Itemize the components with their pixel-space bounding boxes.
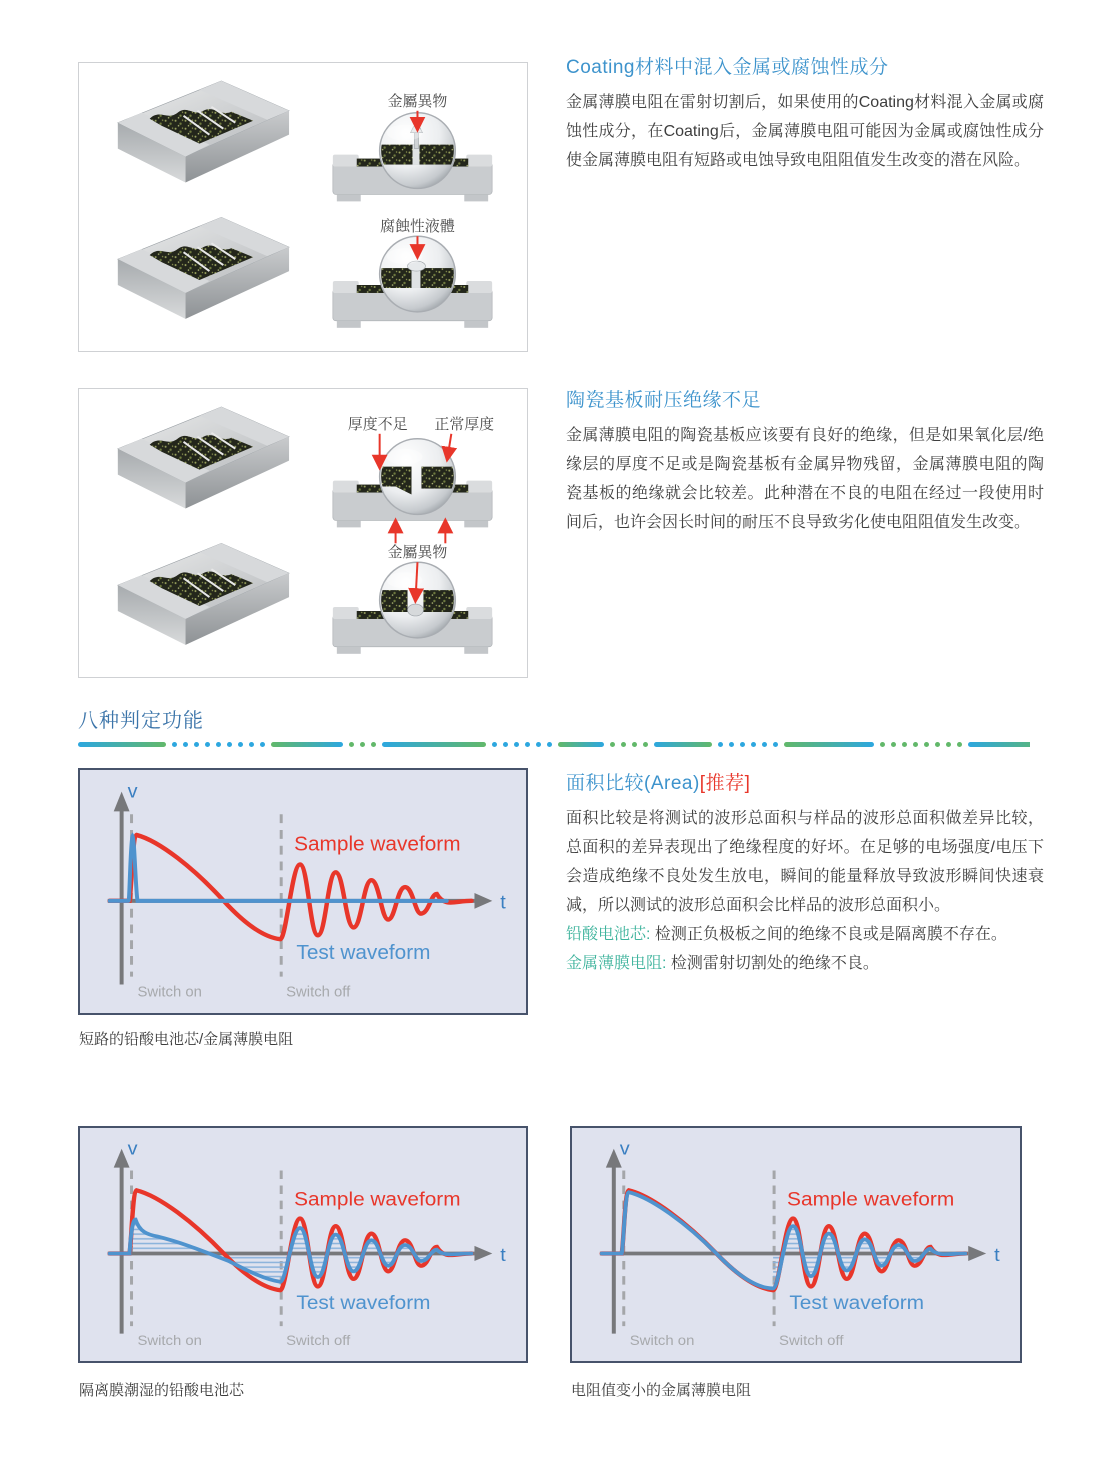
figure-label-normal-thickness: 正常厚度 <box>434 415 495 433</box>
t-axis-arrow-icon <box>474 1246 492 1261</box>
sample-waveform-label: Sample waveform <box>787 1188 955 1211</box>
t-axis-label: t <box>500 891 506 914</box>
divider-dot <box>536 742 541 747</box>
divider-dot <box>360 742 365 747</box>
waveform-chart-short-circuit <box>78 768 528 1015</box>
switch-on-label: Switch on <box>137 1333 202 1349</box>
note-metal-film-label: 金属薄膜电阻: <box>566 955 667 972</box>
divider-dot <box>773 742 778 747</box>
divider-dot <box>205 742 210 747</box>
divider-dash <box>558 742 604 747</box>
ceramic-heading: 陶瓷基板耐压绝缘不足 <box>566 390 762 411</box>
sample-waveform-label: Sample waveform <box>294 1188 461 1211</box>
coating-text-block <box>566 52 1044 175</box>
v-axis-label: v <box>127 780 138 803</box>
v-axis-label: v <box>127 1137 138 1160</box>
divider-dot <box>891 742 896 747</box>
divider-dot <box>194 742 199 747</box>
t-axis-label: t <box>500 1244 506 1266</box>
area-heading <box>566 768 1044 795</box>
figure-label-insufficient-thickness: 厚度不足 <box>347 415 408 433</box>
note-lead-acid <box>566 920 1044 949</box>
divider-dash <box>78 742 166 747</box>
divider-dot <box>902 742 907 747</box>
ceramic-body: 金属薄膜电阻的陶瓷基板应该要有良好的绝缘，但是如果氧化层/绝缘层的厚度不足或是陶瓷基板有金属异物残留，金属薄膜电阻的陶瓷基板的绝缘就会比较差。此种潜在不良的电阻在经过一段使用时间后，也许会因长时间的耐压不良导致劣化使电阻阻值发生改变。 <box>566 427 1044 531</box>
switch-on-label: Switch on <box>137 984 202 1001</box>
chart3-caption: 电阻值变小的金属薄膜电阻 <box>571 1382 752 1399</box>
area-comparison-text-block <box>566 768 1044 978</box>
waveform-chart-wet-separator <box>78 1126 528 1363</box>
waveform-plot <box>80 1128 526 1361</box>
divider-dash <box>382 742 486 747</box>
t-axis-label: t <box>994 1244 1000 1266</box>
waveform-plot <box>80 770 526 1013</box>
test-waveform-label: Test waveform <box>296 1292 431 1314</box>
divider-dot <box>525 742 530 747</box>
t-axis-arrow-icon <box>474 893 492 909</box>
divider-dot <box>913 742 918 747</box>
divider-dot <box>740 742 745 747</box>
coating-heading: Coating材料中混入金属或腐蚀性成分 <box>566 57 889 78</box>
divider-dash <box>784 742 874 747</box>
waveform-chart-reduced-resistance <box>570 1126 1022 1363</box>
divider-dot <box>762 742 767 747</box>
section-title: 八种判定功能 <box>78 710 204 732</box>
divider-dot <box>957 742 962 747</box>
divider-dot <box>172 742 177 747</box>
divider-dot <box>880 742 885 747</box>
chart1-caption: 短路的铅酸电池芯/金属薄膜电阻 <box>79 1031 294 1048</box>
figure-label-metal-foreign: 金屬異物 <box>387 92 448 110</box>
divider-dot <box>547 742 552 747</box>
divider-dot <box>718 742 723 747</box>
figure-ceramic-defects <box>78 388 528 678</box>
divider-dot <box>924 742 929 747</box>
divider-dot <box>621 742 626 747</box>
chart2-caption: 隔离膜潮湿的铅酸电池芯 <box>79 1382 245 1399</box>
divider-dot <box>249 742 254 747</box>
divider-dash <box>968 742 1030 747</box>
divider-dot <box>751 742 756 747</box>
t-axis-arrow-icon <box>968 1246 986 1261</box>
coating-illustration <box>79 63 527 352</box>
area-heading-main: 面积比较(Area) <box>566 773 700 794</box>
divider-dot <box>729 742 734 747</box>
v-axis-label: v <box>619 1137 630 1160</box>
figure-label-corrosive-liquid: 腐蝕性液體 <box>380 218 455 236</box>
divider-dot <box>643 742 648 747</box>
sample-waveform-label: Sample waveform <box>294 832 461 856</box>
figure-label-metal-foreign-2: 金屬異物 <box>387 544 448 562</box>
note-metal-film <box>566 949 1044 978</box>
divider-dot <box>349 742 354 747</box>
divider-dot <box>183 742 188 747</box>
note-lead-acid-label: 铅酸电池芯: <box>566 926 651 943</box>
divider-dot <box>946 742 951 747</box>
divider-dot <box>492 742 497 747</box>
test-waveform-label: Test waveform <box>789 1292 925 1314</box>
divider-dot <box>514 742 519 747</box>
divider-dot <box>260 742 265 747</box>
note-lead-acid-text: 检测正负极板之间的绝缘不良或是隔离膜不存在。 <box>650 926 1007 943</box>
divider-dot <box>238 742 243 747</box>
divider-dot <box>371 742 376 747</box>
divider-dot <box>935 742 940 747</box>
test-waveform-label: Test waveform <box>296 940 431 964</box>
switch-off-label: Switch off <box>286 1333 351 1349</box>
ceramic-text-block <box>566 385 1044 537</box>
divider-dot <box>216 742 221 747</box>
divider-dot <box>610 742 615 747</box>
divider-dash <box>654 742 712 747</box>
waveform-plot <box>572 1128 1020 1361</box>
note-metal-film-text: 检测雷射切割处的绝缘不良。 <box>666 955 879 972</box>
switch-off-label: Switch off <box>286 984 351 1001</box>
decorative-divider <box>78 741 1030 747</box>
switch-on-label: Switch on <box>629 1333 695 1349</box>
divider-dot <box>503 742 508 747</box>
divider-dot <box>227 742 232 747</box>
divider-dot <box>632 742 637 747</box>
figure-coating-defects <box>78 62 528 352</box>
coating-body: 金属薄膜电阻在雷射切割后，如果使用的Coating材料混入金属或腐蚀性成分，在Coating后，金属薄膜电阻可能因为金属或腐蚀性成分使金属薄膜电阻有短路或电蚀导致电阻阻值发生改变的潜在风险。 <box>566 94 1044 169</box>
switch-off-label: Switch off <box>779 1333 844 1349</box>
area-recommend-tag: [推荐] <box>699 773 751 794</box>
area-body: 面积比较是将测试的波形总面积与样品的波形总面积做差异比较，总面积的差异表现出了绝缘程度的好坏。在足够的电场强度/电压下会造成绝缘不良处发生放电，瞬间的能量释放导致波形瞬间快速衰减，所以测试的波形总面积会比样品的波形总面积小。 <box>566 810 1044 914</box>
divider-dash <box>271 742 343 747</box>
ceramic-illustration <box>79 389 527 678</box>
